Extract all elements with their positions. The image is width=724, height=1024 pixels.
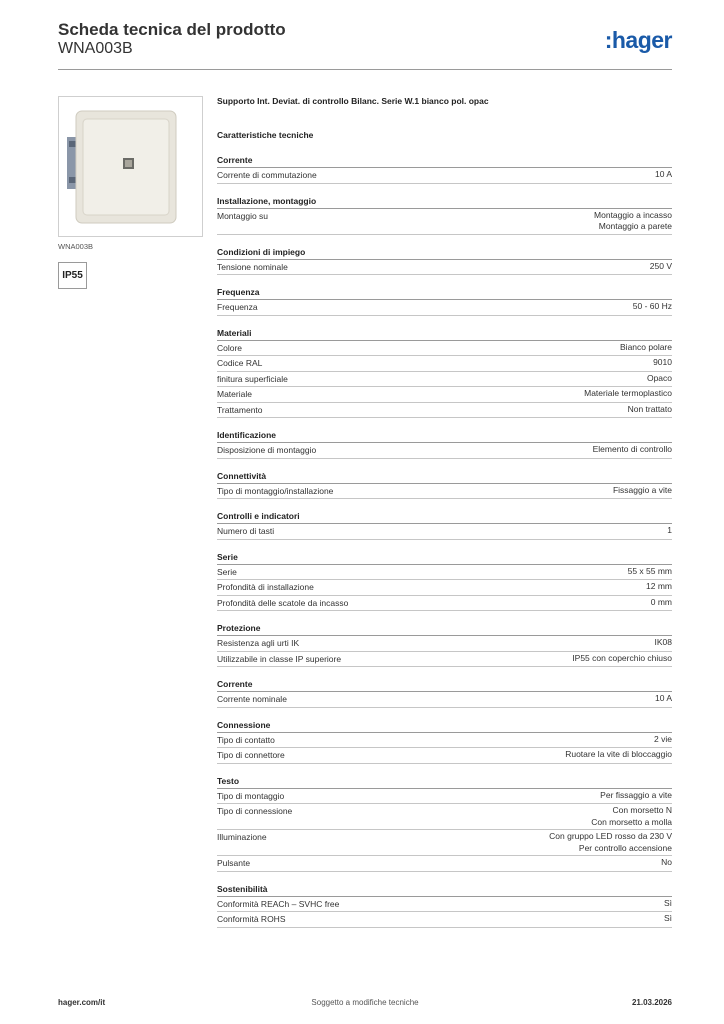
spec-value-line: 50 - 60 Hz <box>632 301 672 311</box>
spec-value-line: Elemento di controllo <box>592 444 672 454</box>
spec-section <box>217 155 672 184</box>
spec-row <box>217 387 672 403</box>
product-image-caption: WNA003B <box>58 242 94 251</box>
footer-note: Soggetto a modifiche tecniche <box>311 998 419 1007</box>
spec-row <box>217 596 672 612</box>
footer-website[interactable]: hager.com/it <box>58 998 106 1007</box>
spec-section <box>217 196 672 235</box>
spec-label: Disposizione di montaggio <box>217 445 317 455</box>
spec-value <box>651 597 672 610</box>
spec-section <box>217 511 672 540</box>
page-header <box>58 20 672 70</box>
spec-value-line: 250 V <box>649 260 672 271</box>
spec-value-line: 2 vie <box>654 733 672 744</box>
spec-value <box>628 566 672 579</box>
spec-value-line: Montaggio a parete <box>598 221 672 231</box>
hager-logo <box>605 26 672 54</box>
spec-value <box>654 734 672 747</box>
spec-value-line: Bianco polare <box>620 341 672 352</box>
spec-section <box>217 430 672 459</box>
spec-value <box>661 857 672 870</box>
spec-row <box>217 209 672 235</box>
spec-section <box>217 328 672 419</box>
spec-section <box>217 287 672 316</box>
page-title: Scheda tecnica del prodotto <box>58 20 286 39</box>
spec-section <box>217 720 672 764</box>
spec-value-line: 55 x 55 mm <box>627 565 672 576</box>
spec-label: Tipo di connettore <box>217 750 285 760</box>
spec-row <box>217 565 672 581</box>
spec-label: Tipo di montaggio <box>217 790 285 801</box>
spec-value <box>620 342 672 355</box>
spec-value-line: Con morsetto a molla <box>591 816 672 827</box>
spec-value-line: Sì <box>663 897 672 908</box>
spec-row <box>217 856 672 872</box>
switch-product-icon <box>59 97 202 236</box>
spec-value <box>633 301 672 314</box>
spec-value <box>593 444 672 457</box>
spec-label: Trattamento <box>217 404 263 415</box>
section-title: Corrente <box>217 155 672 168</box>
spec-section <box>217 471 672 500</box>
section-title: Corrente <box>217 679 672 692</box>
spec-label: Montaggio su <box>217 210 269 221</box>
section-title: Identificazione <box>217 430 672 443</box>
spec-row <box>217 830 672 856</box>
section-title: Frequenza <box>217 287 672 300</box>
spec-value <box>653 357 672 370</box>
tech-characteristics-title: Caratteristiche tecniche <box>217 130 314 140</box>
spec-section <box>217 776 672 872</box>
spec-row <box>217 636 672 652</box>
spec-value-line: IP55 con coperchio chiuso <box>572 652 672 663</box>
product-image <box>58 96 203 237</box>
spec-label: finitura superficiale <box>217 373 288 384</box>
spec-value <box>650 261 672 274</box>
spec-row <box>217 260 672 276</box>
spec-row <box>217 804 672 830</box>
spec-value-line: 10 A <box>654 169 672 179</box>
spec-value-line: 0 mm <box>650 596 672 607</box>
spec-value-line: Montaggio a incasso <box>594 209 672 220</box>
spec-value-line: Non trattato <box>627 403 672 414</box>
spec-value-line: Per fissaggio a vite <box>600 789 672 800</box>
spec-value-line: Per controllo accensione <box>578 842 672 853</box>
spec-label: Tipo di contatto <box>217 734 275 745</box>
spec-label: Illuminazione <box>217 832 267 842</box>
spec-value <box>647 373 672 386</box>
spec-label: Frequenza <box>217 302 258 312</box>
spec-label: Materiale <box>217 389 252 399</box>
spec-section <box>217 247 672 276</box>
spec-label: Utilizzabile in classe IP superiore <box>217 653 342 664</box>
spec-row <box>217 692 672 708</box>
spec-value-line: Opaco <box>646 372 672 383</box>
spec-label: Serie <box>217 566 237 577</box>
spec-row <box>217 443 672 459</box>
spec-row <box>217 356 672 372</box>
spec-value <box>667 525 672 538</box>
spec-row <box>217 789 672 805</box>
spec-row <box>217 403 672 419</box>
spec-label: Conformità REACh – SVHC free <box>217 898 340 909</box>
spec-value <box>600 790 672 803</box>
footer-date: 21.03.2026 <box>631 998 672 1007</box>
spec-row <box>217 168 672 184</box>
spec-value <box>591 805 672 828</box>
spec-value <box>664 898 672 911</box>
spec-label: Pulsante <box>217 858 251 868</box>
spec-value <box>655 169 672 182</box>
spec-value <box>572 653 672 666</box>
section-title: Sostenibilità <box>217 884 672 897</box>
spec-value-line: 10 A <box>654 693 672 703</box>
spec-label: Conformità ROHS <box>217 914 286 924</box>
spec-label: Profondità di installazione <box>217 582 314 592</box>
spec-section <box>217 884 672 928</box>
spec-value <box>613 485 672 498</box>
spec-label: Corrente nominale <box>217 694 287 704</box>
spec-value <box>584 388 672 401</box>
spec-value <box>646 581 672 594</box>
product-code: WNA003B <box>58 40 133 57</box>
section-title: Connessione <box>217 720 672 733</box>
spec-value-line: Con morsetto N <box>612 805 672 815</box>
section-title: Controlli e indicatori <box>217 511 672 524</box>
spec-value-line: Materiale termoplastico <box>584 388 672 398</box>
spec-sections <box>217 155 672 928</box>
spec-row <box>217 372 672 388</box>
spec-section <box>217 623 672 667</box>
spec-section <box>217 552 672 612</box>
spec-row <box>217 733 672 749</box>
spec-value-line: 9010 <box>653 357 672 367</box>
logo-dots-icon: : <box>604 27 612 53</box>
spec-label: Resistenza agli urti IK <box>217 638 300 648</box>
section-title: Condizioni di impiego <box>217 247 672 260</box>
section-title: Serie <box>217 552 672 565</box>
section-title: Testo <box>217 776 672 789</box>
spec-value <box>565 749 672 762</box>
section-title: Protezione <box>217 623 672 636</box>
section-title: Materiali <box>217 328 672 341</box>
spec-label: Tensione nominale <box>217 261 288 272</box>
spec-value-line: 1 <box>667 525 672 535</box>
spec-row <box>217 300 672 316</box>
spec-row <box>217 897 672 913</box>
spec-content <box>217 95 672 928</box>
spec-row <box>217 484 672 500</box>
spec-label: Tipo di connessione <box>217 806 293 816</box>
spec-value-line: 12 mm <box>646 581 672 591</box>
spec-value <box>655 637 673 650</box>
spec-value-line: Sì <box>663 913 672 923</box>
spec-label: Corrente di commutazione <box>217 170 317 180</box>
spec-row <box>217 524 672 540</box>
spec-section <box>217 679 672 708</box>
spec-row <box>217 580 672 596</box>
spec-value <box>549 831 672 854</box>
spec-label: Codice RAL <box>217 358 263 368</box>
spec-value-line: Fissaggio a vite <box>612 484 672 495</box>
spec-value-line: IK08 <box>654 637 672 647</box>
spec-label: Profondità delle scatole da incasso <box>217 597 349 608</box>
spec-label: Colore <box>217 342 243 353</box>
spec-value <box>628 404 672 417</box>
spec-label: Numero di tasti <box>217 526 275 536</box>
ip-rating-badge: IP55 <box>58 262 87 289</box>
spec-value <box>655 693 672 706</box>
spec-row <box>217 748 672 764</box>
spec-value <box>594 210 672 233</box>
spec-value <box>664 913 672 926</box>
logo-text: hager <box>611 27 672 53</box>
spec-value-line: Ruotare la vite di bloccaggio <box>565 749 672 759</box>
spec-row <box>217 341 672 357</box>
spec-row <box>217 912 672 928</box>
spec-label: Tipo di montaggio/installazione <box>217 485 334 496</box>
spec-value-line: No <box>661 857 672 867</box>
spec-row <box>217 652 672 668</box>
section-title: Installazione, montaggio <box>217 196 672 209</box>
section-title: Connettività <box>217 471 672 484</box>
spec-value-line: Con gruppo LED rosso da 230 V <box>549 831 672 841</box>
product-description: Supporto Int. Deviat. di controllo Bilanc. Serie W.1 bianco pol. opac <box>217 96 489 106</box>
